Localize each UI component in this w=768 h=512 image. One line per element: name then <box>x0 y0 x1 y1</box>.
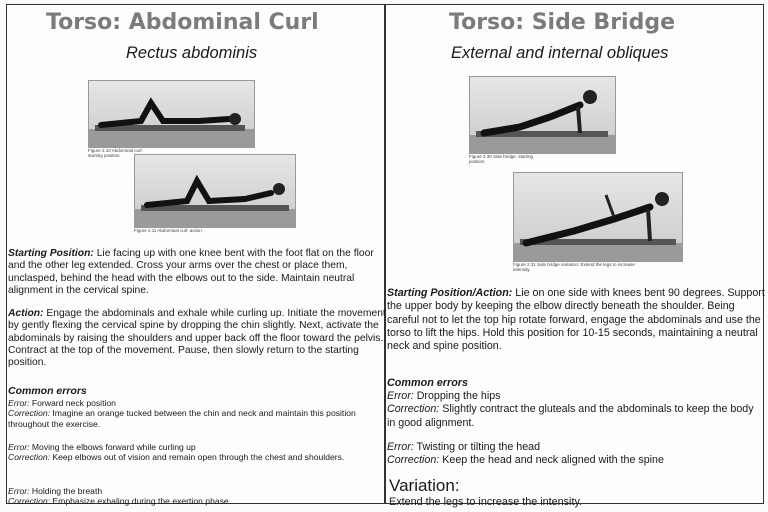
abdominal-curl-action <box>8 308 388 369</box>
correction-text: Imagine an orange tucked between the chin and neck and maintain this position throughout the exercise. <box>8 408 356 429</box>
action-text: Engage the abdominals and exhale while curling up. Initiate the movement by gently flexing the cervical spine by dropping the chin slightly. Next, activate the abdominals by raising the shoulders and upper back off the floor toward the pelvis. Contract at the top of the movement. Pause, then slowly return to the starting position. <box>8 308 386 369</box>
abdominal-curl-errors-heading: Common errors <box>8 385 87 397</box>
abdominal-curl-action-photo <box>134 154 296 228</box>
action-label: Action: <box>8 308 44 319</box>
side-bridge-start-photo <box>469 76 616 154</box>
abdominal-curl-error-1 <box>8 398 378 429</box>
correction-text: Keep the head and neck aligned with the spine <box>442 454 664 467</box>
side-bridge-title: Torso: Side Bridge <box>449 10 676 35</box>
abdominal-curl-column <box>8 4 386 507</box>
error-text: Twisting or tilting the head <box>416 441 541 453</box>
correction-label: Correction: <box>387 454 440 467</box>
starting-action-text: Lie on one side with knees bent 90 degrees. Support the upper body by keeping the elbow directly beneath the shoulder. Being careful not to let the top hip rotate forward, engage the abdominals and use the torso to lift the hips. Hold this position for 10-15 seconds, maintaining a neutral neck and spine position. <box>387 287 765 353</box>
side-bridge-error-1 <box>387 390 757 430</box>
error-text: Dropping the hips <box>416 390 501 402</box>
figure-side-bridge-icon <box>470 77 615 153</box>
side-bridge-subtitle: External and internal obliques <box>451 44 669 62</box>
starting-action-label: Starting Position/Action: <box>387 287 513 299</box>
starting-position-label: Starting Position: <box>8 248 94 259</box>
error-label: Error: <box>8 398 30 408</box>
correction-label: Correction: <box>387 403 440 416</box>
starting-position-text: Lie facing up with one knee bent with the foot flat on the floor and the other leg extended. Cross your arms over the chest or place them, unclasped, behind the head with the elbows out to the side. Maintain neutral alignment in the cervical spine. <box>8 248 374 296</box>
side-bridge-errors-heading: Common errors <box>387 377 468 389</box>
side-bridge-start-caption: Figure 2.30 Side bridge: starting position <box>469 154 534 164</box>
side-bridge-error-2 <box>387 441 757 468</box>
side-bridge-column <box>387 4 765 508</box>
variation-heading: Variation: <box>389 476 460 495</box>
abdominal-curl-subtitle: Rectus abdominis <box>126 44 258 62</box>
abdominal-curl-error-3 <box>8 486 378 507</box>
correction-text: Emphasize exhaling during the exertion phase. <box>52 496 232 507</box>
error-label: Error: <box>387 390 414 402</box>
figure-lying-icon <box>89 81 254 147</box>
side-bridge-starting-position <box>387 287 765 353</box>
abdominal-curl-starting-position <box>8 248 388 297</box>
abdominal-curl-title: Torso: Abdominal Curl <box>46 10 319 35</box>
error-text: Moving the elbows forward while curling up <box>31 442 196 452</box>
correction-label: Correction: <box>8 408 51 419</box>
side-bridge-variation-photo <box>513 172 683 262</box>
variation-text: Extend the legs to increase the intensity. <box>389 496 583 508</box>
error-label: Error: <box>8 442 30 452</box>
abdominal-curl-error-2 <box>8 442 378 463</box>
correction-text: Slightly contract the gluteals and the abdominals to keep the body in good alignment. <box>387 403 754 429</box>
side-bridge-variation-caption: Figure 2.31 Side bridge variation: Extend the legs to increase intensity. <box>513 262 635 272</box>
figure-curling-icon <box>135 155 295 227</box>
error-label: Error: <box>8 486 30 496</box>
figure-side-plank-icon <box>514 173 682 261</box>
correction-label: Correction: <box>8 496 51 507</box>
correction-text: Keep elbows out of vision and remain open through the chest and shoulders. <box>52 452 345 463</box>
abdominal-curl-action-caption: Figure 2.11 Abdominal curl: action <box>134 228 202 233</box>
abdominal-curl-start-caption: Figure 2.10 Abdominal curl: starting position <box>88 148 143 158</box>
error-text: Forward neck position <box>31 398 116 408</box>
correction-label: Correction: <box>8 452 51 463</box>
abdominal-curl-start-photo <box>88 80 255 148</box>
error-label: Error: <box>387 441 414 453</box>
error-text: Holding the breath <box>31 486 103 496</box>
